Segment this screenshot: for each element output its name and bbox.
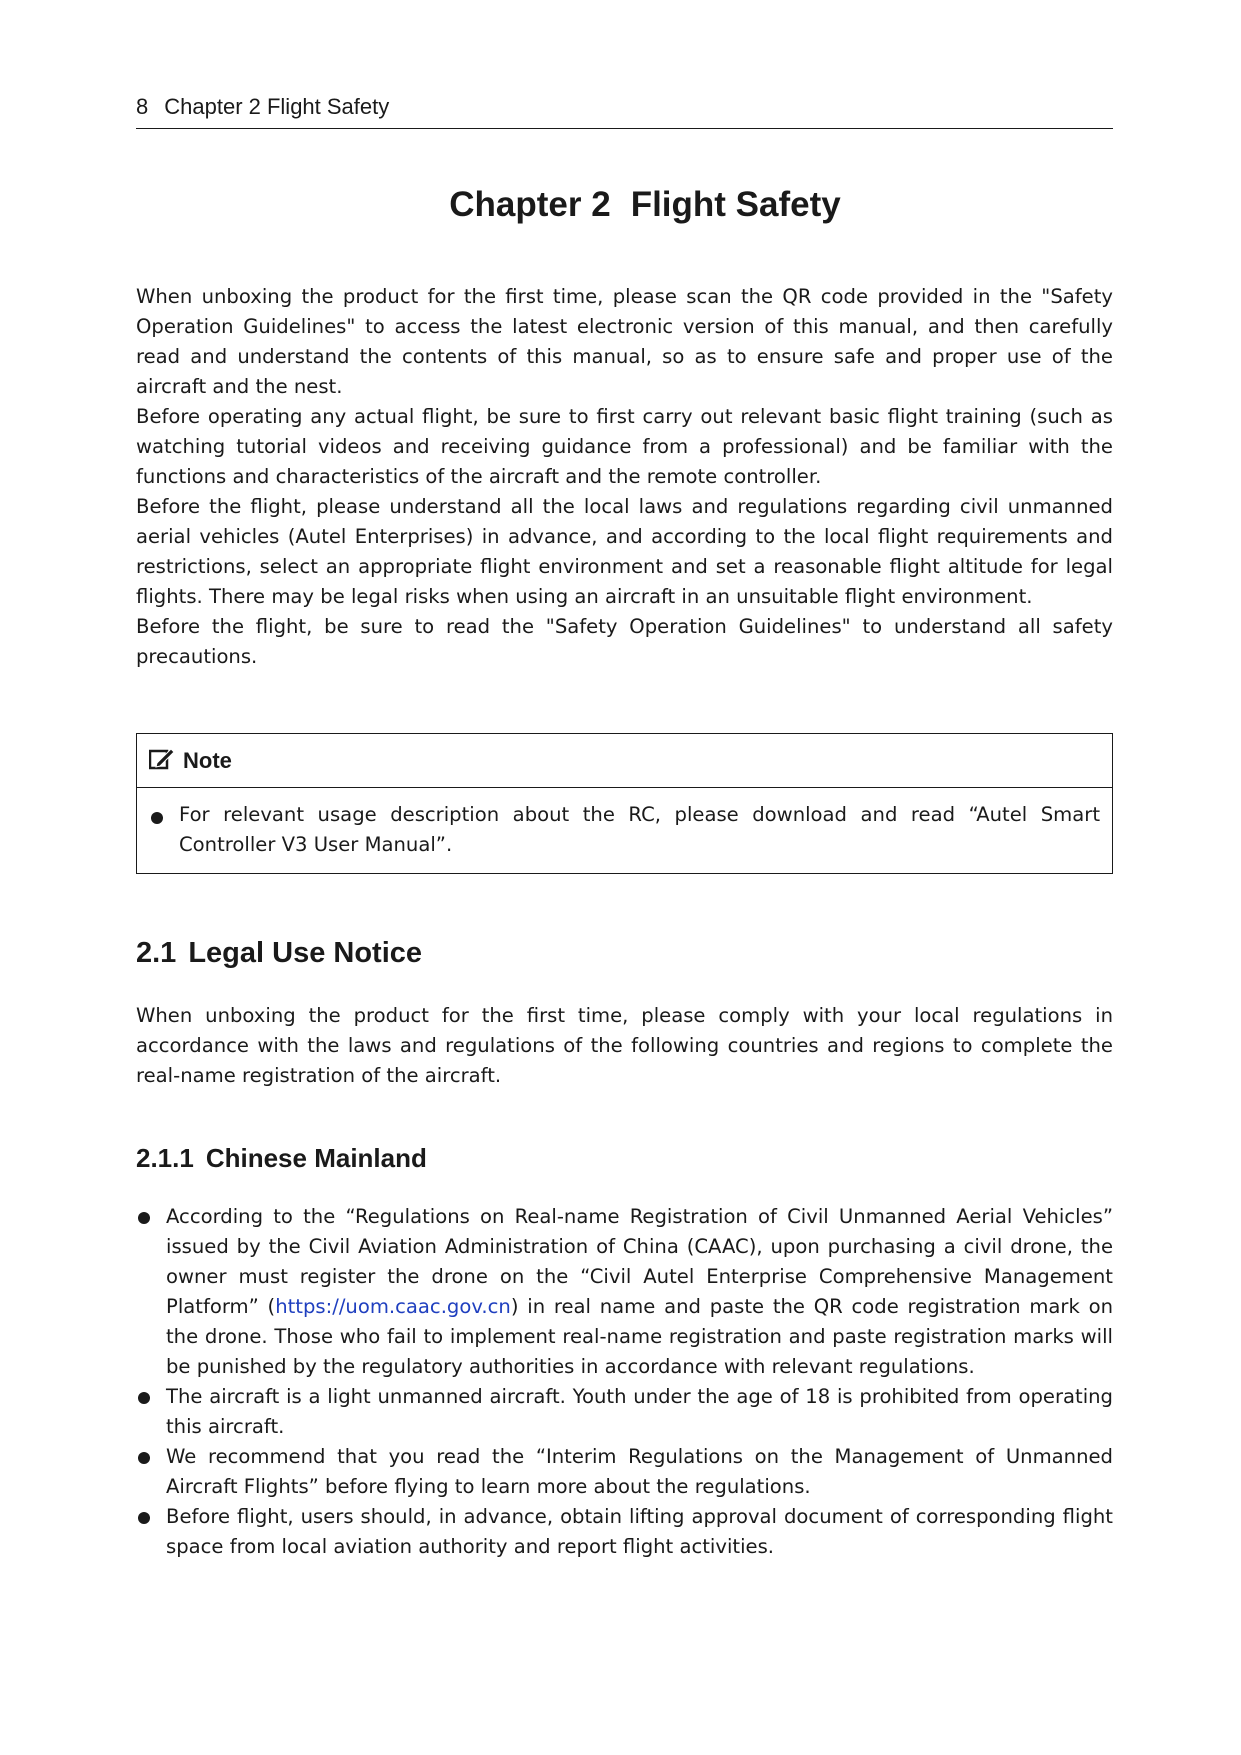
section-number: 2.1	[136, 937, 177, 969]
list-item	[136, 1442, 1113, 1502]
list-item	[136, 1202, 1113, 1382]
chapter-number: Chapter 2	[449, 185, 611, 224]
bullet-icon	[138, 1452, 150, 1464]
note-title: Note	[183, 747, 232, 773]
list-item	[136, 1502, 1113, 1562]
chapter-title	[136, 180, 1154, 230]
section-heading-2-1	[136, 933, 422, 973]
section-heading-2-1-1	[136, 1138, 427, 1178]
list-item-text: According to the “Regulations on Real-name Registration of Civil Unmanned Aerial Vehicles” issued by the Civil Aviation Administration of China (CAAC), upon purchasing a civil drone, the owner must register the drone on the “Civil Autel Enterprise Comprehensive Management Platform” (https://uom.caac.gov.cn) in real name and paste the QR code registration mark on the drone. Those who fail to implement real-name registration and paste registration marks will be punished by the regulatory authorities in accordance with relevant regulations.	[166, 1205, 1113, 1378]
running-header	[136, 92, 1113, 129]
intro-text	[136, 282, 1113, 672]
subsection-number: 2.1.1	[136, 1143, 194, 1173]
running-title: Chapter 2 Flight Safety	[164, 94, 390, 119]
page-number: 8	[136, 94, 149, 119]
bullet-icon	[138, 1392, 150, 1404]
regulation-list	[136, 1202, 1113, 1562]
bullet-icon	[138, 1212, 150, 1224]
note-item-text: For relevant usage description about the RC, please download and read “Autel Smart Controller V3 User Manual”.	[179, 803, 1100, 856]
bullet-icon	[151, 812, 163, 824]
pencil-note-icon	[149, 747, 183, 775]
subsection-title: Chinese Mainland	[205, 1143, 427, 1173]
list-item-text: Before flight, users should, in advance, obtain lifting approval document of corresponding flight space from local aviation authority and report flight activities.	[166, 1505, 1113, 1558]
section-title: Legal Use Notice	[188, 937, 423, 969]
note-header	[137, 734, 1112, 788]
intro-paragraph: Before the flight, be sure to read the "Safety Operation Guidelines" to understand all safety precautions.	[136, 615, 1113, 668]
note-box	[136, 733, 1113, 874]
intro-paragraph: When unboxing the product for the first time, please scan the QR code provided in the "Safety Operation Guidelines" to access the latest electronic version of this manual, and then carefully read and understand the contents of this manual, so as to ensure safe and proper use of the aircraft and the nest.	[136, 285, 1113, 398]
caac-link[interactable]: https://uom.caac.gov.cn	[275, 1295, 511, 1318]
list-item	[136, 1382, 1113, 1442]
bullet-icon	[138, 1512, 150, 1524]
list-item-text: The aircraft is a light unmanned aircraft. Youth under the age of 18 is prohibited from operating this aircraft.	[166, 1385, 1113, 1438]
list-item-text: We recommend that you read the “Interim Regulations on the Management of Unmanned Aircraft Flights” before flying to learn more about the regulations.	[166, 1445, 1113, 1498]
note-item	[137, 788, 1112, 860]
intro-paragraph: Before operating any actual flight, be sure to first carry out relevant basic flight training (such as watching tutorial videos and receiving guidance from a professional) and be familiar with the functions and characteristics of the aircraft and the remote controller.	[136, 405, 1113, 488]
legal-use-paragraph: When unboxing the product for the first time, please comply with your local regulations in accordance with the laws and regulations of the following countries and regions to complete the real-name registration of the aircraft.	[136, 1004, 1113, 1087]
intro-paragraph: Before the flight, please understand all the local laws and regulations regarding civil unmanned aerial vehicles (Autel Enterprises) in advance, and according to the local flight requirements and restrictions, select an appropriate flight environment and set a reasonable flight altitude for legal flights. There may be legal risks when using an aircraft in an unsuitable flight environment.	[136, 495, 1113, 608]
chapter-name: Flight Safety	[630, 185, 841, 224]
